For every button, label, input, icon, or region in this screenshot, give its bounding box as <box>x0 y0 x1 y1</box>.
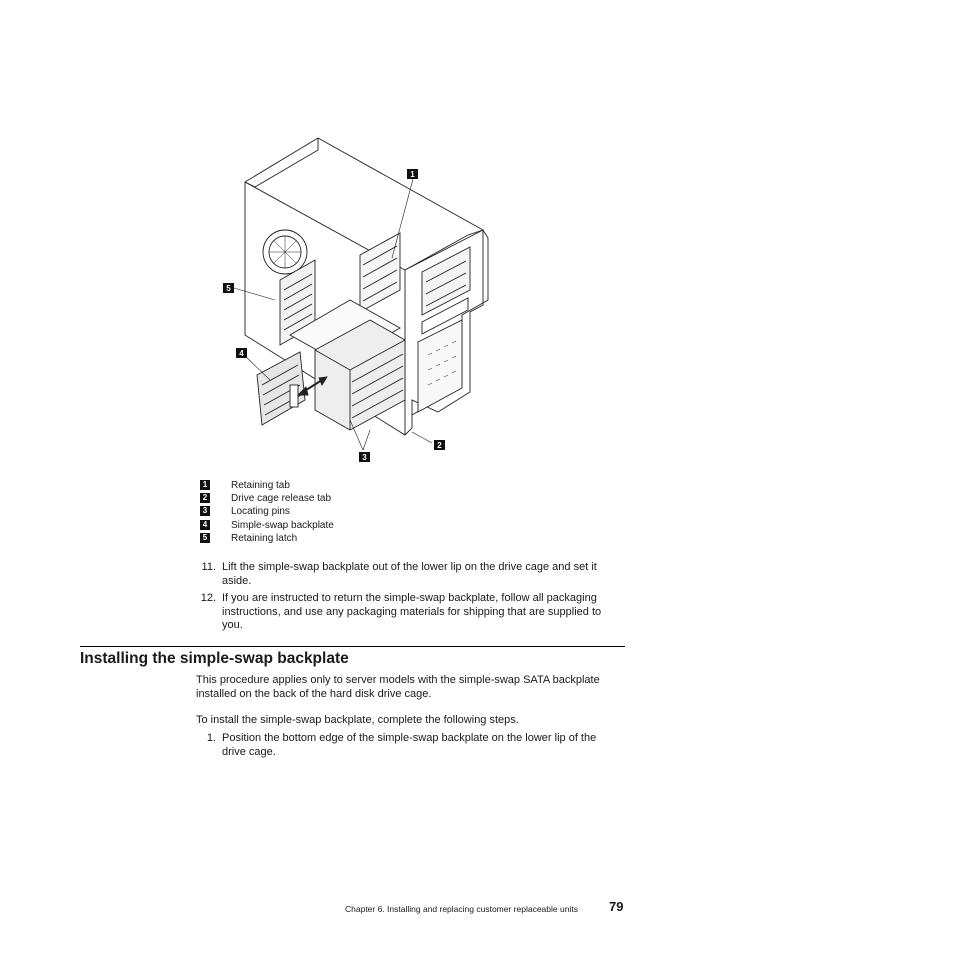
section-heading: Installing the simple-swap backplate <box>80 650 349 667</box>
step-number: 1. <box>206 732 216 744</box>
legend-callout: 4 <box>200 520 210 530</box>
legend-callout: 5 <box>200 533 210 543</box>
section-divider <box>80 646 625 647</box>
legend-callout: 2 <box>200 493 210 503</box>
svg-text:3: 3 <box>362 453 367 462</box>
step-text: Lift the simple-swap backplate out of the lower lip on the drive cage and set it aside. <box>222 561 597 587</box>
legend-callout: 3 <box>200 506 210 516</box>
step-text: Position the bottom edge of the simple-swap backplate on the lower lip of the drive cage. <box>222 732 597 758</box>
footer-chapter: Chapter 6. Installing and replacing customer replaceable units <box>345 904 578 914</box>
legend-label: Drive cage release tab <box>231 493 332 504</box>
legend-label: Retaining latch <box>231 533 298 544</box>
svg-text:4: 4 <box>239 349 244 358</box>
legend-label: Retaining tab <box>231 480 290 491</box>
intro-paragraph: This procedure applies only to server models with the simple-swap SATA backplate installed on the back of the hard disk drive cage. <box>196 674 600 700</box>
lead-paragraph: To install the simple-swap backplate, complete the following steps. <box>196 714 519 726</box>
svg-text:1: 1 <box>410 170 415 179</box>
legend-callout: 1 <box>200 480 210 490</box>
step-number: 12. <box>200 592 216 604</box>
legend-label: Locating pins <box>231 506 290 517</box>
svg-text:5: 5 <box>226 284 231 293</box>
svg-text:2: 2 <box>437 441 442 450</box>
server-backplate-illustration <box>200 130 500 470</box>
page-number: 79 <box>609 899 624 914</box>
step-text: If you are instructed to return the simple-swap backplate, follow all packaging instructions, and use any packaging materials for shipping that are supplied to you. <box>222 592 602 631</box>
step-number: 11. <box>201 561 216 573</box>
legend-label: Simple-swap backplate <box>231 520 334 531</box>
